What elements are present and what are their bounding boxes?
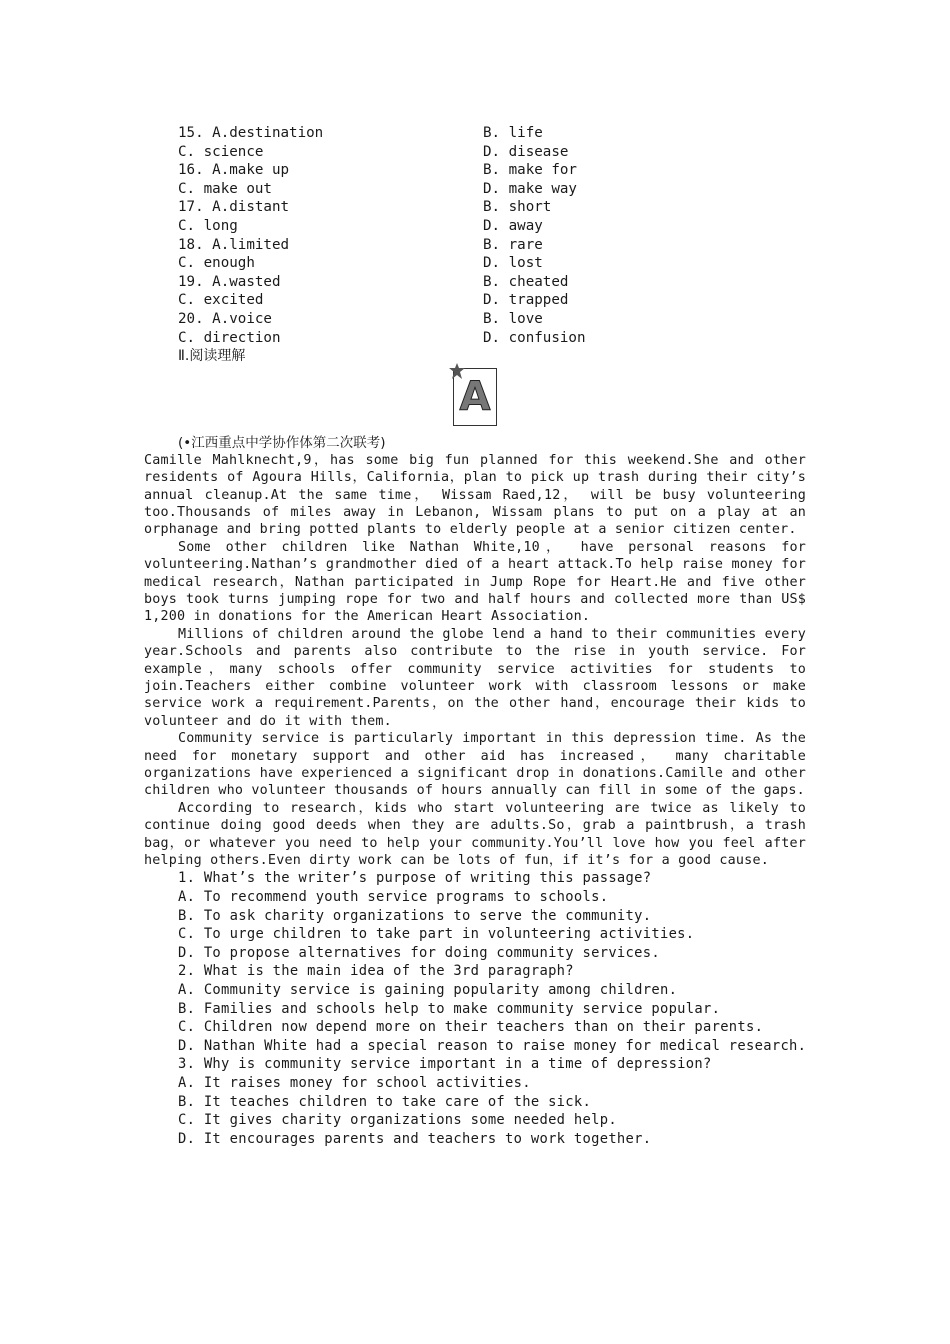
option-row <box>144 236 806 255</box>
option-row <box>144 198 806 217</box>
option-left: 19. A.wasted <box>178 273 281 290</box>
option-left: 20. A.voice <box>178 310 272 327</box>
answer-choice: D. It encourages parents and teachers to work together. <box>178 1130 652 1147</box>
option-left: C. long <box>178 217 238 234</box>
option-row <box>144 143 806 162</box>
answer-choice: A. To recommend youth service programs to schools. <box>178 889 609 906</box>
paragraph: Some other children like Nathan White,10， have personal reasons for volunteering.Nathan’s grandmother died of a heart attack.To help raise money for medical research，Nathan participated in Jump Rope for Heart.He and five other boys took turns jumping rope for two and half hours and collected more than US$ 1,200 in donations for the American Heart Association. <box>144 539 806 625</box>
option-row <box>144 180 806 199</box>
option-left: C. enough <box>178 255 255 272</box>
answer-choice: B. Families and schools help to make community service popular. <box>178 1000 721 1017</box>
question-list <box>144 869 806 1148</box>
option-row <box>144 217 806 236</box>
option-row <box>144 161 806 180</box>
question-stem: 2. What is the main idea of the 3rd paragraph? <box>178 963 574 980</box>
option-row <box>144 291 806 310</box>
option-left: C. science <box>178 143 264 160</box>
option-right: B. short <box>483 199 552 216</box>
option-left: C. direction <box>178 329 281 346</box>
passage-body <box>144 452 806 870</box>
option-right: D. lost <box>483 255 543 272</box>
paragraph: Millions of children around the globe lend a hand to their communities every year.Schools and parents also contribute to the rise in youth service. For example，many schools offer community service activities for students to join.Teachers either combine volunteer work with classroom lessons or make service work a requirement.Parents，on the other hand，encourage their kids to volunteer and do it with them. <box>144 626 806 729</box>
answer-choice: D. To propose alternatives for doing community services. <box>178 944 660 961</box>
option-row <box>144 329 806 348</box>
option-left: C. make out <box>178 180 272 197</box>
paragraph: According to research，kids who start volunteering are twice as likely to continue doing good deeds when they are adults.So，grab a paintbrush，a trash bag，or whatever you need to help your community.You’ll love how you feel after helping others.Even dirty work can be lots of fun，if it’s for a good cause. <box>144 800 806 869</box>
star-icon <box>449 363 465 379</box>
answer-choice: B. To ask charity organizations to serve the community. <box>178 907 652 924</box>
answer-choice: A. Community service is gaining popularity among children. <box>178 982 678 999</box>
option-right: B. love <box>483 310 543 327</box>
option-right: D. disease <box>483 143 569 160</box>
document-page <box>144 124 806 1148</box>
option-left: 18. A.limited <box>178 236 290 253</box>
answer-choice: D. Nathan White had a special reason to raise money for medical research. <box>178 1037 807 1054</box>
option-row <box>144 124 806 143</box>
option-right: B. cheated <box>483 273 569 290</box>
option-right: D. trapped <box>483 292 569 309</box>
option-left: C. excited <box>178 292 264 309</box>
cloze-options <box>144 124 806 347</box>
answer-choice: C. Children now depend more on their teachers than on their parents. <box>178 1019 764 1036</box>
passage-badge <box>144 368 806 434</box>
option-row <box>144 254 806 273</box>
section-heading: Ⅱ.阅读理解 <box>178 348 246 365</box>
option-left: 16. A.make up <box>178 162 290 179</box>
option-row <box>144 273 806 292</box>
option-right: D. confusion <box>483 329 586 346</box>
answer-choice: B. It teaches children to take care of the sick. <box>178 1093 592 1110</box>
option-right: B. life <box>483 125 543 141</box>
paragraph: Camille Mahlknecht,9，has some big fun planned for this weekend.She and other residents of Agoura Hills，California，plan to pick up trash during their city’s annual cleanup.At the same time， Wissam Raed,12， will be busy volunteering too.Thousands of miles away in Lebanon, Wissam plans to put on a play at an orphanage and bring potted plants to elderly people at a senior citizen center. <box>144 452 806 538</box>
option-right: B. make for <box>483 162 577 179</box>
question-stem: 1. What’s the writer’s purpose of writing this passage? <box>178 870 652 887</box>
option-right: D. away <box>483 217 543 234</box>
option-right: D. make way <box>483 180 577 197</box>
paragraph: Community service is particularly important in this depression time. As the need for monetary support and other aid has increased， many charitable organizations have experienced a significant drop in donations.Camille and other children who volunteer thousands of hours annually can fill in some of the gaps. <box>144 731 806 799</box>
option-right: B. rare <box>483 236 543 253</box>
passage-source: (•江西重点中学协作体第二次联考) <box>178 434 386 451</box>
option-row <box>144 310 806 329</box>
option-left: 15. A.destination <box>178 125 324 141</box>
option-left: 17. A.distant <box>178 199 290 216</box>
passage-letter: A <box>459 373 491 420</box>
answer-choice: C. It gives charity organizations some needed help. <box>178 1112 617 1129</box>
question-stem: 3. Why is community service important in a time of depression? <box>178 1056 712 1073</box>
passage-letter-box <box>453 368 497 426</box>
answer-choice: C. To urge children to take part in volunteering activities. <box>178 926 695 943</box>
answer-choice: A. It raises money for school activities. <box>178 1075 531 1091</box>
